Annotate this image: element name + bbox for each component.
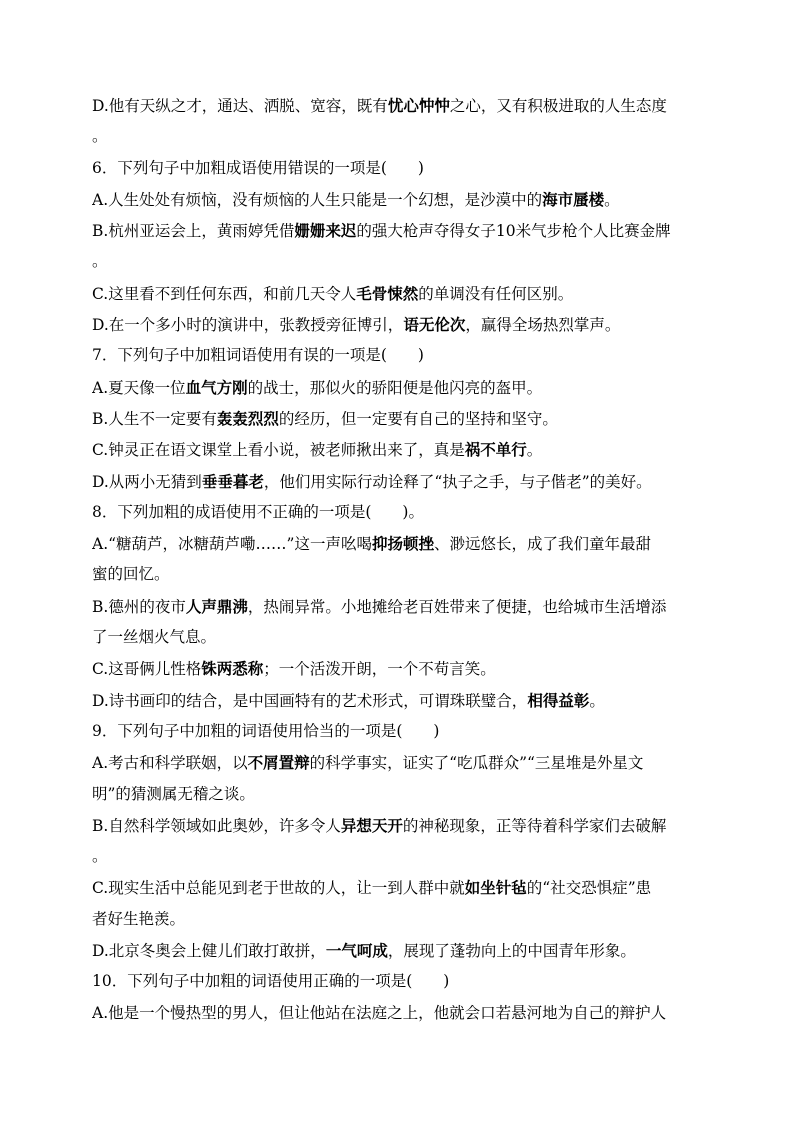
text-segment: B.自然科学领域如此奥妙，许多令人: [92, 816, 341, 835]
text-line: [92, 434, 704, 465]
text-segment: 明”的猜测属无稽之谈。: [92, 784, 255, 803]
text-line: [92, 998, 704, 1029]
bold-phrase: 铢两悉称: [201, 659, 264, 679]
text-line: [92, 215, 704, 246]
text-line: [92, 904, 704, 935]
bold-phrase: 抑扬顿挫: [371, 534, 434, 554]
text-segment: D.他有天纵之才，通达、洒脱、宽容，既有: [92, 97, 388, 115]
text-segment: D.北京冬奥会上健儿们敢打敢拼，: [92, 942, 326, 961]
text-line: [92, 716, 704, 747]
text-segment: 。: [526, 441, 543, 460]
bold-phrase: 异想天开: [340, 815, 403, 835]
text-segment: A.“糖葫芦，冰糖葫芦嘞……”这一声吆喝: [92, 535, 372, 554]
text-line: [92, 372, 704, 403]
text-line: [92, 622, 704, 653]
bold-phrase: 忧心忡忡: [387, 96, 450, 115]
text-segment: ，赢得全场热烈掌声。: [465, 316, 621, 335]
text-segment: 7．下列句子中加粗词语使用有误的一项是( ): [92, 346, 424, 365]
text-line: [92, 935, 704, 966]
text-segment: ，展现了蓬勃向上的中国青年形象。: [387, 942, 636, 961]
text-segment: B.杭州亚运会上，黄雨婷凭借: [92, 222, 295, 241]
bold-phrase: 海市蜃楼: [542, 189, 605, 209]
bold-phrase: 垂垂暮老: [201, 471, 264, 491]
bold-phrase: 轰轰烈烈: [216, 408, 279, 428]
text-line: [92, 591, 704, 622]
text-segment: C.这里看不到任何东西，和前几天令人: [92, 284, 357, 303]
text-line: [92, 559, 704, 590]
text-line: [92, 872, 704, 903]
bold-phrase: 血气方刚: [185, 377, 248, 397]
text-segment: 。: [92, 252, 108, 271]
text-segment: ，他们用实际行动诠释了“执子之手，与子偕老”的美好。: [263, 472, 652, 491]
text-segment: 10．下列句子中加粗的词语使用正确的一项是( ): [92, 972, 450, 991]
text-segment: 的战士，那似火的骄阳便是他闪亮的盔甲。: [247, 378, 543, 397]
bold-phrase: 相得益彰: [527, 690, 590, 710]
bold-phrase: 人声鼎沸: [185, 596, 248, 616]
text-line: [92, 121, 704, 152]
text-segment: ；一个活泼开朗，一个不苟言笑。: [263, 660, 496, 679]
text-segment: C.这哥俩儿性格: [92, 660, 202, 679]
text-line: [92, 841, 704, 872]
text-line: [92, 653, 704, 684]
text-segment: 的神秘现象，正等待着科学家们去破解: [402, 816, 667, 835]
text-segment: 的“社交恐惧症”患: [526, 879, 652, 898]
bold-phrase: 语无伦次: [403, 315, 466, 335]
bold-phrase: 姗姗来迟: [294, 221, 357, 241]
text-line: [92, 90, 704, 121]
text-segment: 8．下列加粗的成语使用不正确的一项是( )。: [92, 502, 424, 521]
text-segment: 6．下列句子中加粗成语使用错误的一项是( ): [92, 158, 424, 177]
text-segment: D.从两小无猜到: [92, 472, 202, 491]
text-segment: ，热闹异常。小地摊给老百姓带来了便捷，也给城市生活增添: [247, 597, 667, 616]
text-segment: 、渺远悠长，成了我们童年最甜: [434, 535, 652, 554]
text-line: [92, 497, 704, 528]
text-segment: B.人生不一定要有: [92, 409, 217, 428]
text-segment: 9．下列句子中加粗的词语使用恰当的一项是( ): [92, 721, 440, 740]
text-segment: 之心，又有积极进取的人生态度: [449, 97, 667, 115]
text-line: [92, 685, 704, 716]
text-segment: 者好生艳羡。: [92, 909, 186, 928]
text-segment: A.人生处处有烦恼，没有烦恼的人生只能是一个幻想，是沙漠中的: [92, 190, 543, 209]
text-segment: 。: [92, 847, 108, 866]
document-page: [92, 90, 704, 1029]
bold-phrase: 不屑置辩: [247, 753, 310, 773]
bold-phrase: 毛骨悚然: [356, 283, 419, 303]
text-segment: 的单调没有任何区别。: [418, 284, 574, 303]
bold-phrase: 祸不单行: [464, 440, 527, 460]
text-segment: D.在一个多小时的演讲中，张教授旁征博引，: [92, 316, 404, 335]
text-segment: B.德州的夜市: [92, 597, 186, 616]
text-segment: 了一丝烟火气息。: [92, 628, 217, 647]
text-segment: A.他是一个慢热型的男人，但让他站在法庭之上，他就会口若悬河地为自己的辩护人: [92, 1003, 667, 1022]
text-line: [92, 309, 704, 340]
text-line: [92, 278, 704, 309]
text-segment: 的科学事实，证实了“吃瓜群众”“三星堆是外星文: [309, 754, 644, 773]
bold-phrase: 如坐针毡: [464, 878, 527, 898]
text-segment: 蜜的回忆。: [92, 565, 170, 584]
text-segment: 的强大枪声夺得女子10米气步枪个人比赛金牌: [356, 222, 671, 241]
text-segment: 。: [589, 691, 605, 710]
text-line: [92, 466, 704, 497]
text-segment: D.诗书画印的结合，是中国画特有的艺术形式，可谓珠联璧合，: [92, 691, 528, 710]
text-segment: 的经历，但一定要有自己的坚持和坚守。: [278, 409, 558, 428]
text-line: [92, 747, 704, 778]
text-segment: C.现实生活中总能见到老于世故的人，让一到人群中就: [92, 879, 465, 898]
text-segment: A.夏天像一位: [92, 378, 186, 397]
bold-phrase: 一气呵成: [325, 941, 388, 961]
text-line: [92, 340, 704, 371]
text-segment: 。: [92, 127, 108, 146]
text-line: [92, 184, 704, 215]
text-line: [92, 246, 704, 277]
text-line: [92, 810, 704, 841]
text-line: [92, 528, 704, 559]
text-segment: A.考古和科学联姻，以: [92, 754, 248, 773]
text-segment: 。: [604, 190, 620, 209]
text-line: [92, 779, 704, 810]
text-line: [92, 403, 704, 434]
text-line: [92, 966, 704, 997]
text-segment: C.钟灵正在语文课堂上看小说，被老师揪出来了，真是: [92, 441, 465, 460]
text-line: [92, 153, 704, 184]
